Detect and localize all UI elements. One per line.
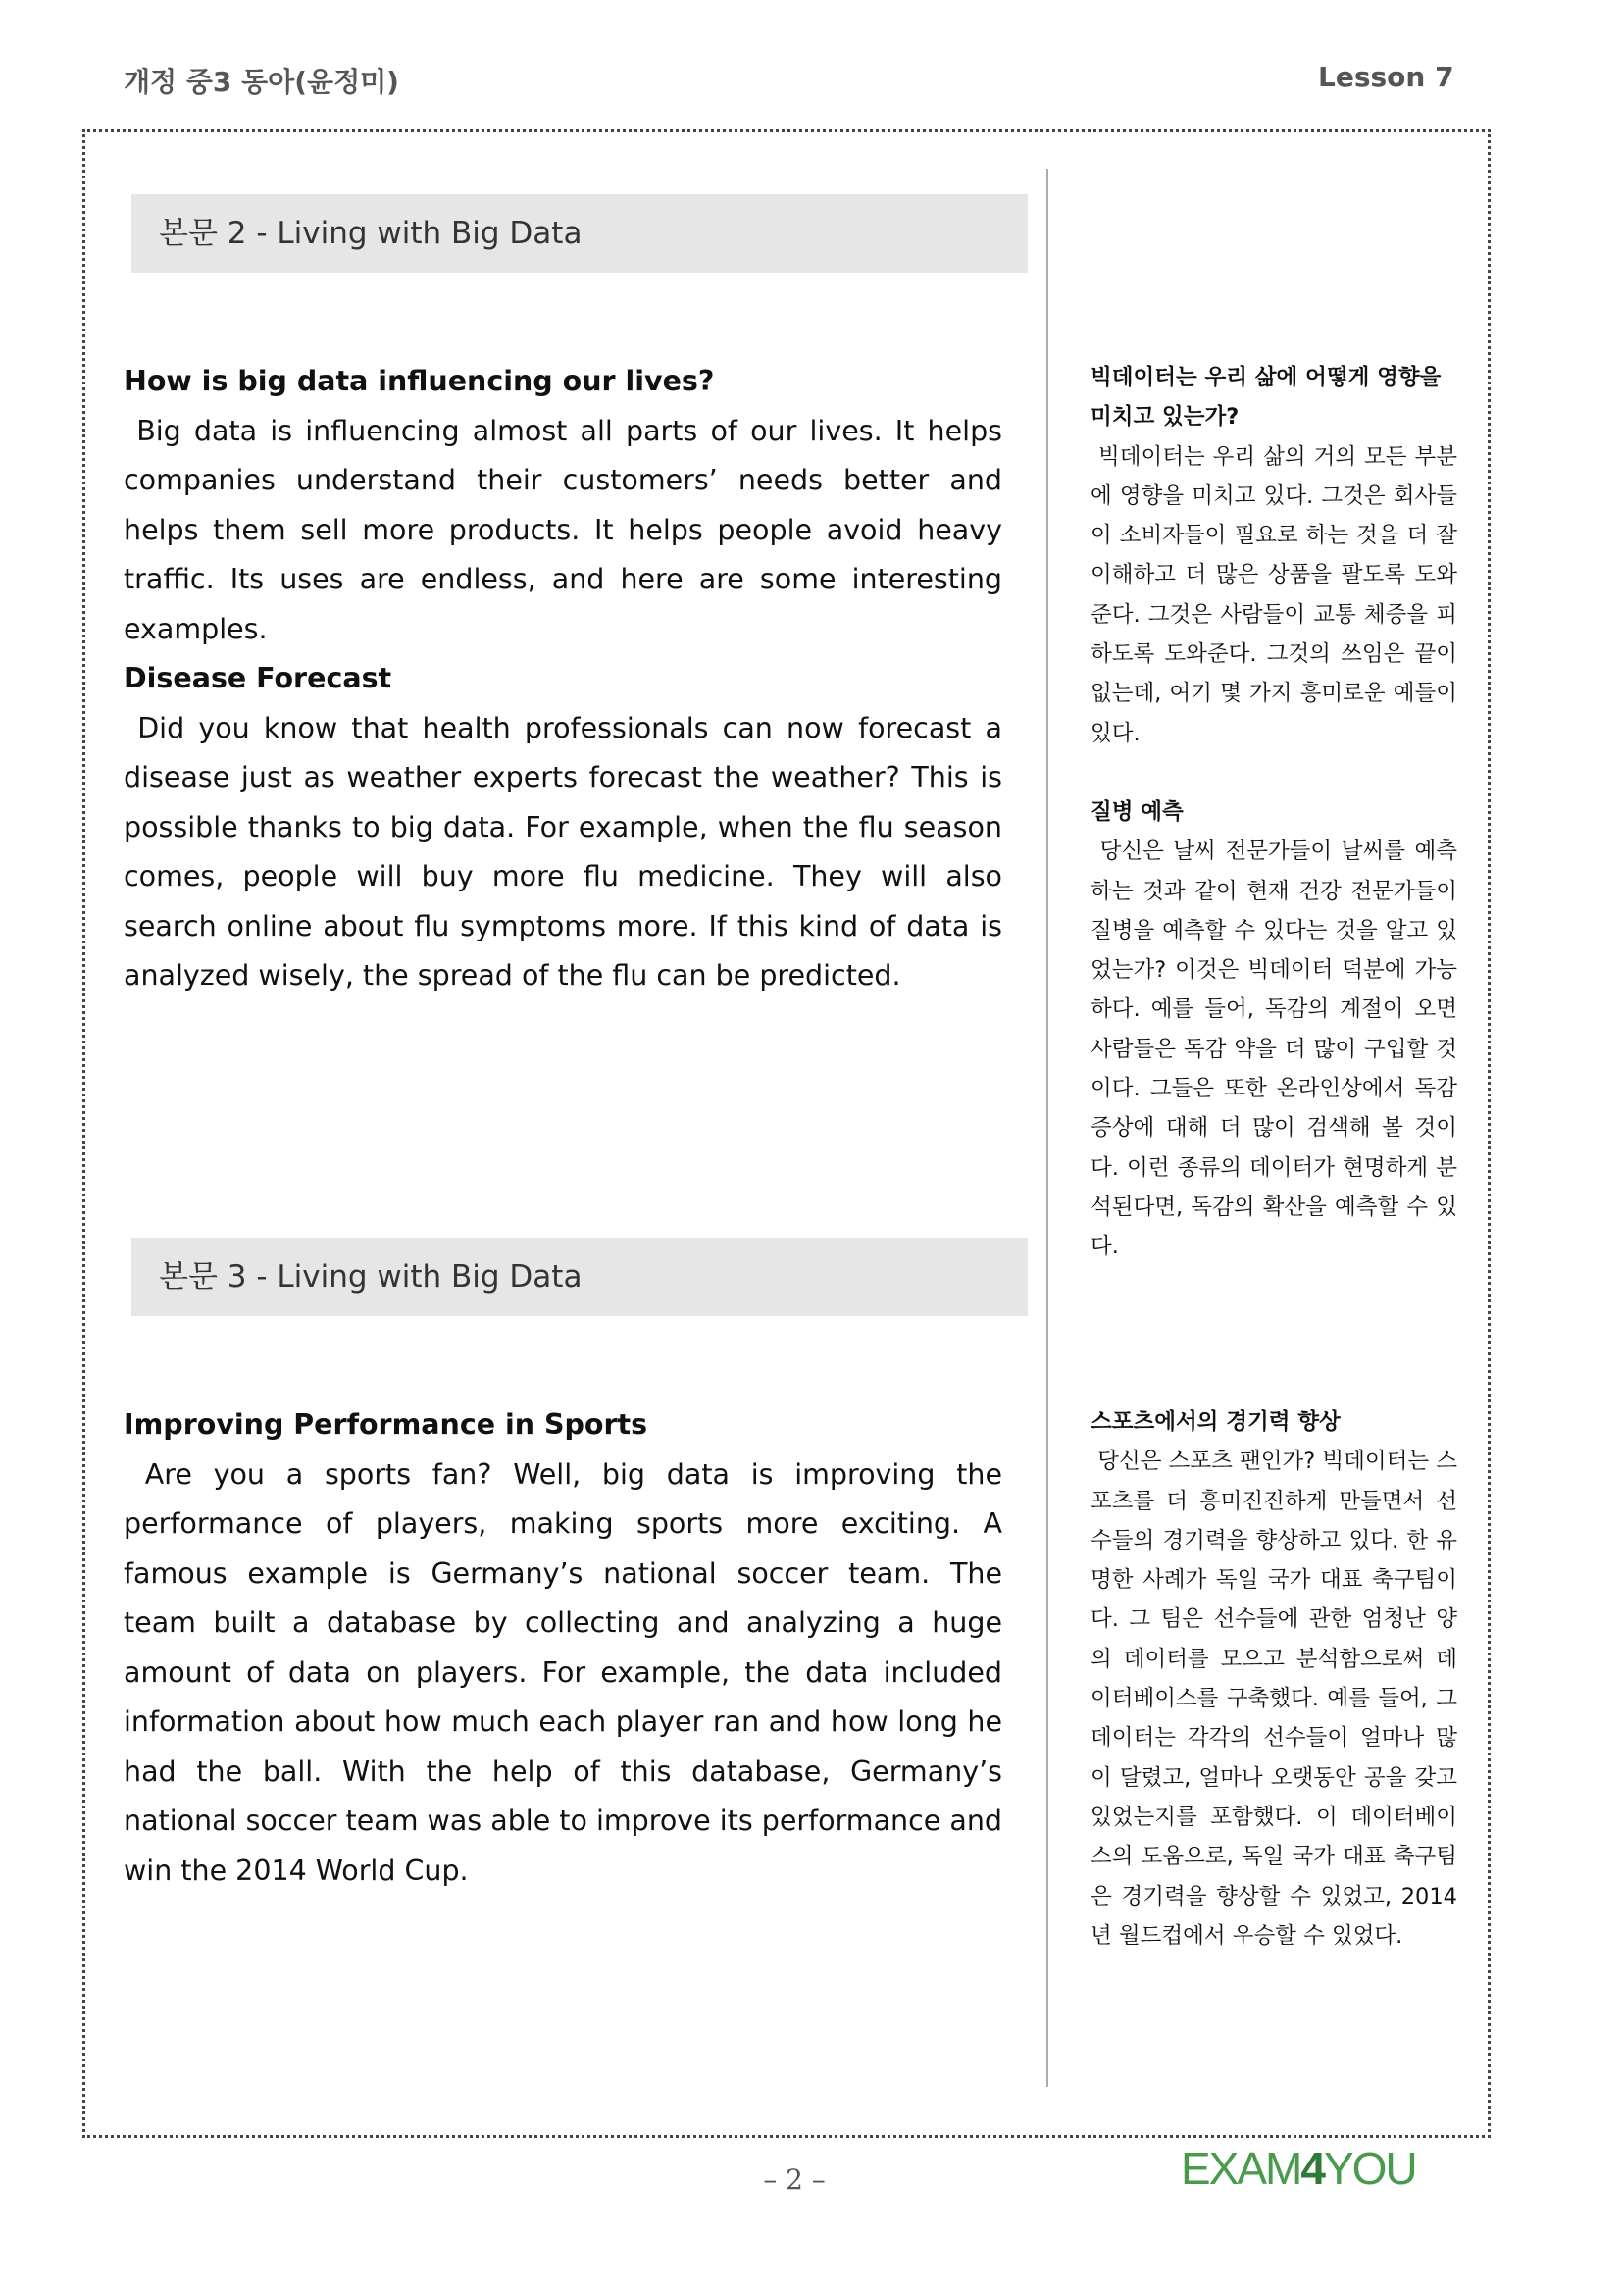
section-bar-3: 본문 3 - Living with Big Data: [131, 1238, 1028, 1316]
english-passage-disease: [124, 654, 1002, 1001]
korean-translation-sports: [1091, 1402, 1457, 1956]
translation-body: 빅데이터는 우리 삶의 거의 모든 부분에 영향을 미치고 있다. 그것은 회사들이 소비자들이 필요로 하는 것을 더 잘 이해하고 더 많은 상품을 팔도록 도와준다. 그것은 사람들이 교통 체증을 피하도록 도와준다. 그것의 쓰임은 끝이 없는데, 여기 몇 가지 흥미로운 예들이 있다.: [1091, 443, 1457, 746]
passage-heading: How is big data influencing our lives?: [124, 365, 715, 397]
korean-translation-intro: [1091, 358, 1457, 753]
translation-body: 당신은 날씨 전문가들이 날씨를 예측하는 것과 같이 현재 건강 전문가들이 질병을 예측할 수 있다는 것을 알고 있었는가? 이것은 빅데이터 덕분에 가능하다. 예를 들어, 독감의 계절이 오면 사람들은 독감 약을 더 많이 구입할 것이다. 그들은 또한 온라인상에서 독감 증상에 대해 더 많이 검색해 볼 것이다. 이런 종류의 데이터가 현명하게 분석된다면, 독감의 확산을 예측할 수 있다.: [1091, 839, 1457, 1260]
exam4you-logo: EXAM4YOU: [1181, 2143, 1416, 2194]
passage-body: Did you know that health professionals can now forecast a disease just as weather experts forecast the weather? This is possible thanks to big data. For example, when the flu season comes, people will buy more flu medicine. They will also search online about flu symptoms more. If this kind of data is analyzed wisely, the spread of the flu can be predicted.: [124, 711, 1002, 992]
translation-heading: 질병 예측: [1091, 799, 1184, 825]
english-passage-sports: [124, 1400, 1002, 1896]
section-bar-2: 본문 2 - Living with Big Data: [131, 194, 1028, 273]
english-passage-intro: [124, 357, 1002, 654]
passage-body: Big data is influencing almost all parts of our lives. It helps companies understand their customers’ needs better and helps them sell more products. It helps people avoid heavy traffic. Its uses are endless, and here are some interesting examples.: [124, 414, 1003, 645]
translation-heading: 빅데이터는 우리 삶에 어떻게 영향을 미치고 있는가?: [1091, 365, 1442, 431]
translation-heading: 스포츠에서의 경기력 향상: [1091, 1409, 1341, 1435]
header-lesson: Lesson 7: [1318, 61, 1454, 93]
header-course-title: 개정 중3 동아(윤정미): [124, 66, 399, 98]
passage-body: Are you a sports fan? Well, big data is improving the performance of players, making sports more exciting. A famous example is Germany’s national soccer team. The team built a database by collecting and analyzing a huge amount of data on players. For example, the data included information about how much each player ran and how long he had the ball. With the help of this database, Germany’s national soccer team was able to improve its performance and win the 2014 World Cup.: [124, 1457, 1002, 1887]
translation-body: 당신은 스포츠 팬인가? 빅데이터는 스포츠를 더 흥미진진하게 만들면서 선수들의 경기력을 향상하고 있다. 한 유명한 사례가 독일 국가 대표 축구팀이다. 그 팀은 선수들에 관한 엄청난 양의 데이터를 모으고 분석함으로써 데이터베이스를 구축했다. 예를 들어, 그 데이터는 각각의 선수들이 얼마나 많이 달렸고, 얼마나 오랫동안 공을 갖고 있었는지를 포함했다. 이 데이터베이스의 도움으로, 독일 국가 대표 축구팀은 경기력을 향상할 수 있었고, 2014년 월드컵에서 우승할 수 있었다.: [1091, 1449, 1458, 1949]
passage-heading: Disease Forecast: [124, 662, 392, 694]
passage-heading: Improving Performance in Sports: [124, 1408, 648, 1441]
korean-translation-disease: [1091, 792, 1457, 1267]
column-divider: [1046, 169, 1048, 2087]
page-number: – 2 –: [763, 2163, 826, 2196]
